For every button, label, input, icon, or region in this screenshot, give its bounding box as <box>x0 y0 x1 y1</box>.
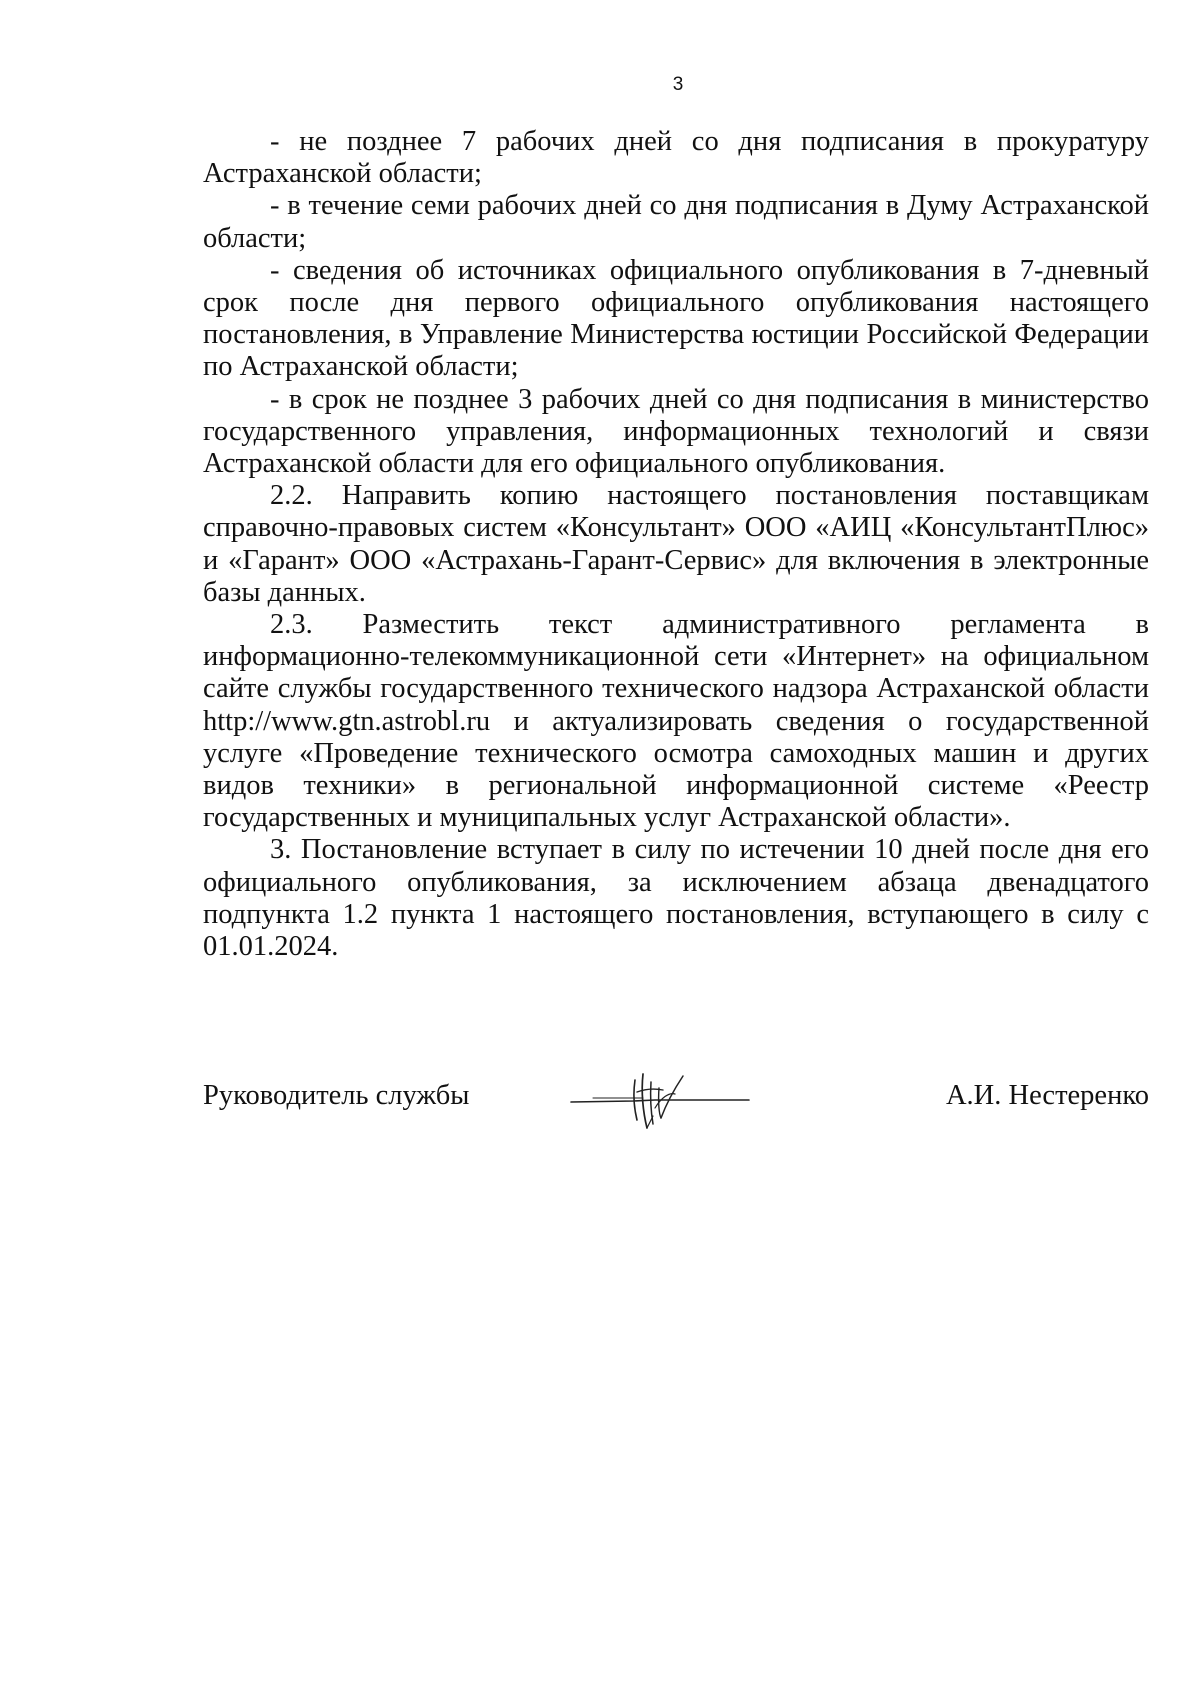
signatory-name: А.И. Нестеренко <box>945 1080 1149 1111</box>
paragraph-2-3 <box>203 609 1149 834</box>
signature-block <box>203 1080 1149 1160</box>
paragraph-ministry-of-justice: - сведения об источниках официального опубликования в 7-дневный срок после дня первого официального опубликования настоящего постановления, в Управление Министерства юстиции Российской Федерации по Астраханской области; <box>203 254 1149 383</box>
handwritten-signature <box>563 1058 753 1138</box>
document-body <box>203 126 1149 963</box>
website-url: http://www.gtn.astrobl.ru <box>203 705 491 737</box>
page-number: 3 <box>672 74 684 95</box>
paragraph-ministry-publication: - в срок не позднее 3 рабочих дней со дня подписания в министерство государственного управления, информационных технологий и связи Астраханской области для его официального опубликования. <box>203 383 1149 480</box>
paragraph-2-3-end: и актуализировать сведения о государственной услуге «Проведение технического осмотра самоходных машин и других видов техники» в региональной информационной системе «Реестр государственных и муниципальных услуг Астраханской области». <box>203 705 1150 834</box>
paragraph-2-2: 2.2. Направить копию настоящего постановления поставщикам справочно-правовых систем «Консультант» ООО «АИЦ «КонсультантПлюс» и «Гарант» ООО «Астрахань-Гарант-Сервис» для включения в электронные базы данных. <box>203 480 1149 608</box>
paragraph-2-3-start: 2.3. Разместить текст административного регламента в информационно-телекоммуникационной сети «Интернет» на официальном сайте службы государственного технического надзора Астраханской области <box>203 609 1149 705</box>
paragraph-duma: - в течение семи рабочих дней со дня подписания в Думу Астраханской области; <box>203 190 1149 254</box>
paragraph-3: 3. Постановление вступает в силу по истечении 10 дней после дня его официального опубликования, за исключением абзаца двенадцатого подпункта 1.2 пункта 1 настоящего постановления, вступающего в силу с 01.01.2024. <box>203 834 1149 963</box>
signatory-position: Руководитель службы <box>203 1080 470 1111</box>
paragraph-prosecutor: - не позднее 7 рабочих дней со дня подписания в прокуратуру Астраханской области; <box>203 126 1149 190</box>
